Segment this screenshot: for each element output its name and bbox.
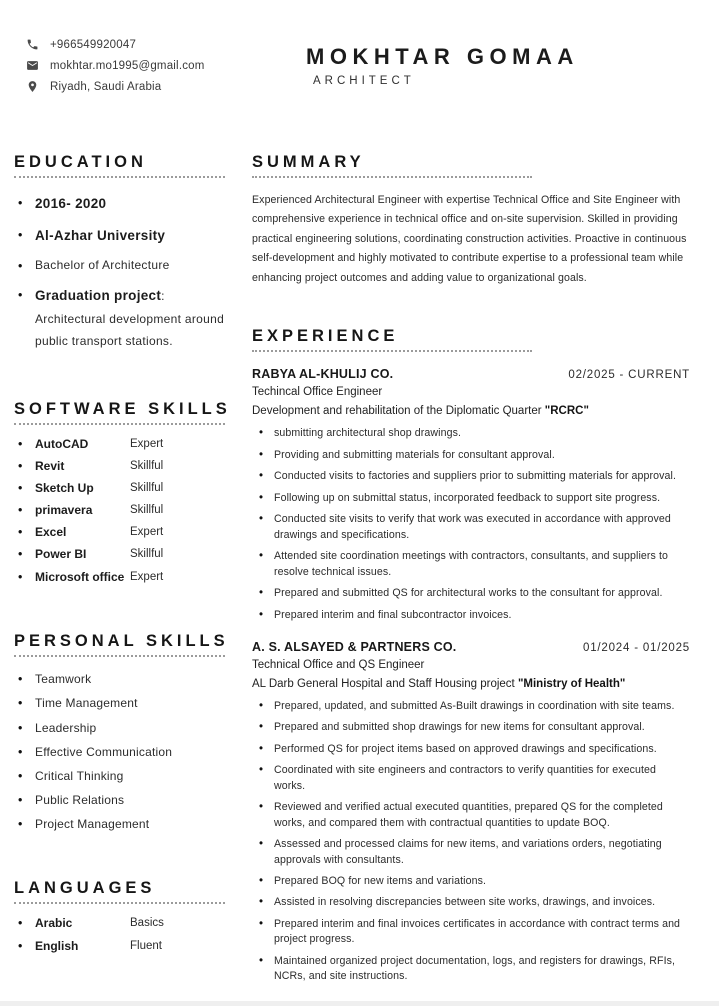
company-name: RABYA AL-KHULIJ CO.: [252, 367, 394, 382]
dotted-rule: [14, 176, 225, 178]
job-bullet: • Prepared BOQ for new items and variations.: [252, 874, 690, 889]
experience-job: [252, 367, 690, 623]
personal-skill-item: • Effective Communication: [14, 746, 225, 759]
experience-job: [252, 640, 690, 985]
job-role: Technical Office and QS Engineer: [252, 658, 425, 671]
person-name: MOKHTAR GOMAA: [306, 44, 579, 69]
section-experience: [252, 327, 690, 984]
dotted-rule: [252, 176, 532, 178]
section-education: [14, 153, 225, 353]
location-icon: [26, 80, 39, 93]
job-role: Techincal Office Engineer: [252, 386, 383, 399]
job-bullet: • Assisted in resolving discrepancies between site works, drawings, and invoices.: [252, 895, 690, 910]
job-bullet: • Following up on submittal status, incorporated feedback to support site progress.: [252, 491, 690, 506]
software-skills-list: [14, 438, 225, 583]
skill-item: • Microsoft office Expert: [14, 571, 225, 584]
job-bullet: • Prepared and submitted QS for architectural works to the consultant for approval.: [252, 586, 690, 601]
job-dates: 01/2024 - 01/2025: [583, 641, 690, 654]
company-name: A. S. ALSAYED & PARTNERS CO.: [252, 639, 457, 654]
education-item: • Al-Azhar University: [14, 224, 225, 249]
job-bullet: • Attended site coordination meetings with contractors, consultants, and suppliers to resolve technical issues.: [252, 549, 690, 580]
contact-phone-row: [26, 38, 276, 51]
email-icon: [26, 59, 39, 72]
dotted-rule: [14, 902, 225, 904]
education-item: • Bachelor of Architecture: [14, 255, 225, 277]
contact-location-row: [26, 80, 276, 93]
languages-heading: LANGUAGES: [14, 879, 156, 898]
job-project: Development and rehabilitation of the Diplomatic Quarter "RCRC": [252, 405, 589, 418]
job-bullet: • Prepared, updated, and submitted As-Built drawings in coordination with site teams.: [252, 699, 690, 714]
personal-skills-heading: PERSONAL SKILLS: [14, 632, 229, 651]
education-item: • Graduation project: Architectural development around public transport stations.: [14, 284, 225, 353]
header: [0, 0, 719, 101]
job-bullet: • Maintained organized project documentation, logs, and registers for drawings, RFIs, NCRs, and site instructions.: [252, 954, 690, 985]
page-bottom-strip: [0, 1001, 719, 1006]
dotted-rule: [252, 350, 532, 352]
education-list: [14, 192, 225, 353]
personal-skill-item: • Teamwork: [14, 673, 225, 686]
education-heading: EDUCATION: [14, 153, 147, 171]
job-bullet-list: [252, 426, 690, 623]
job-bullet: • Conducted site visits to verify that work was executed in accordance with approved drawings and specifications.: [252, 512, 690, 543]
phone-number: +966549920047: [50, 38, 137, 51]
language-item: • English Fluent: [14, 940, 225, 953]
personal-skill-item: • Critical Thinking: [14, 770, 225, 783]
job-header: [252, 640, 690, 654]
languages-list: [14, 917, 225, 952]
job-bullet: • Prepared and submitted shop drawings for new items for consultant approval.: [252, 720, 690, 735]
personal-skill-item: • Time Management: [14, 697, 225, 710]
experience-heading: EXPERIENCE: [252, 327, 399, 346]
job-bullet: • Conducted visits to factories and suppliers prior to submitting materials for approval.: [252, 469, 690, 484]
job-bullet: • Coordinated with site engineers and contractors to verify quantities for executed works.: [252, 763, 690, 794]
skill-item: • Sketch Up Skillful: [14, 482, 225, 495]
email-address: mokhtar.mo1995@gmail.com: [50, 59, 205, 72]
personal-skill-item: • Project Management: [14, 818, 225, 831]
job-project: AL Darb General Hospital and Staff Housing project "Ministry of Health": [252, 677, 626, 690]
skill-item: • AutoCAD Expert: [14, 438, 225, 451]
content-columns: [0, 153, 719, 991]
contact-block: [26, 36, 276, 101]
section-languages: [14, 879, 225, 952]
right-column: [252, 153, 719, 991]
section-software-skills: [14, 399, 231, 584]
job-bullet: • Prepared interim and final subcontractor invoices.: [252, 608, 690, 623]
section-summary: [252, 153, 690, 288]
job-bullet: • submitting architectural shop drawings.: [252, 426, 690, 441]
left-column: [14, 153, 231, 991]
job-bullet: • Assessed and processed claims for new items, and variations orders, negotiating approvals with consultants.: [252, 837, 690, 868]
skill-item: • Excel Expert: [14, 526, 225, 539]
language-item: • Arabic Basics: [14, 917, 225, 930]
job-bullet: • Performed QS for project items based on approved drawings and specifications.: [252, 742, 690, 757]
person-job-title: ARCHITECT: [313, 75, 415, 87]
job-bullet: • Reviewed and verified actual executed quantities, prepared QS for the completed works, and compared them with contractual quantities to update BOQ.: [252, 800, 690, 831]
name-block: [306, 36, 579, 101]
job-header: [252, 367, 690, 381]
summary-paragraph: Experienced Architectural Engineer with expertise Technical Office and Site Engineer with comprehensive experience in technical office and on-site supervision. Skilled in providing practical engineering solutions, coordinating construction activities. Proactive in continuous self-development and highly motivated to contribute expertise to a professional team while enhancing project outcomes and adding value to organizational goals.: [252, 194, 687, 284]
location-text: Riyadh, Saudi Arabia: [50, 80, 162, 93]
dotted-rule: [14, 423, 225, 425]
phone-icon: [26, 38, 39, 51]
skill-item: • primavera Skillful: [14, 504, 225, 517]
skill-item: • Power BI Skillful: [14, 548, 225, 561]
job-bullet: • Prepared interim and final invoices certificates in accordance with contract terms and project progress.: [252, 917, 690, 948]
section-personal-skills: [14, 632, 229, 832]
education-item: • 2016- 2020: [14, 192, 225, 217]
personal-skill-item: • Public Relations: [14, 794, 225, 807]
dotted-rule: [14, 655, 225, 657]
software-skills-heading: SOFTWARE SKILLS: [14, 399, 231, 418]
summary-heading: SUMMARY: [252, 153, 365, 171]
personal-skill-item: • Leadership: [14, 722, 225, 735]
skill-item: • Revit Skillful: [14, 460, 225, 473]
job-bullet: • Providing and submitting materials for consultant approval.: [252, 448, 690, 463]
contact-email-row: [26, 59, 276, 72]
job-bullet-list: [252, 699, 690, 985]
job-dates: 02/2025 - CURRENT: [568, 369, 690, 382]
personal-skills-list: [14, 673, 225, 831]
